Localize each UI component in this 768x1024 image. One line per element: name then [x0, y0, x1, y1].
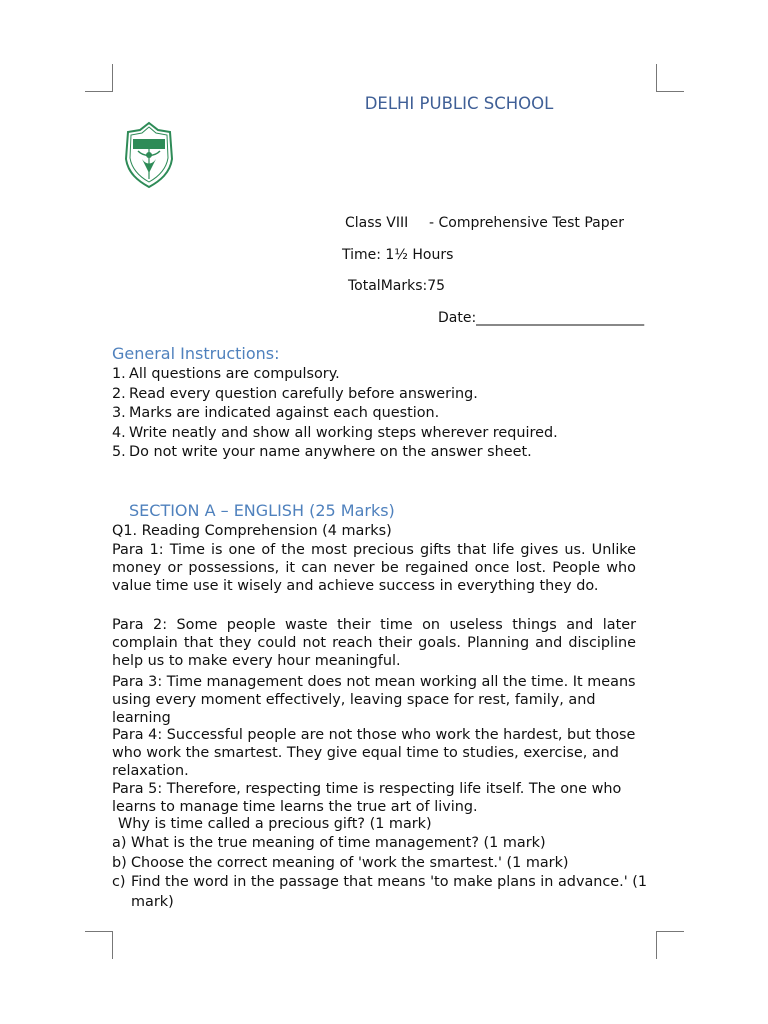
date-field: Date:________________________ — [438, 310, 645, 326]
class-line: Class VIII — [345, 215, 409, 231]
list-item: 2. Read every question carefully before answering. — [112, 385, 478, 402]
lead-question: Why is time called a precious gift? (1 mark) — [118, 816, 432, 832]
q1-title: Q1. Reading Comprehension (4 marks) — [112, 523, 392, 539]
school-emblem-icon — [122, 121, 176, 189]
paper-title: - Comprehensive Test Paper — [429, 215, 624, 231]
list-item: c) Find the word in the passage that means 'to make plans in advance.' (1 mark) — [112, 874, 648, 910]
total-marks: TotalMarks:75 — [348, 278, 446, 294]
section-a-heading: SECTION A – ENGLISH (25 Marks) — [129, 501, 395, 520]
list-item: 4. Write neatly and show all working steps wherever required. — [112, 424, 558, 441]
list-item: 3. Marks are indicated against each question. — [112, 405, 440, 422]
list-item: b) Choose the correct meaning of 'work the smartest.' (1 mark) — [112, 854, 569, 871]
passage-para-1: Para 1: Time is one of the most precious gifts that life gives us. Unlike money or possessions, it can never be regained once lost. People who value time use it wisely and achieve success in everything they do. — [112, 542, 636, 595]
crop-mark-top-right-v — [656, 64, 657, 92]
passage-para-5: Para 5: Therefore, respecting time is respecting life itself. The one who learns to manage time learns the true art of living. — [112, 781, 622, 816]
time-line: Time: 1½ Hours — [342, 247, 454, 263]
list-item: 1. All questions are compulsory. — [112, 366, 340, 382]
crop-mark-top-right-h — [656, 91, 684, 92]
list-item: 5. Do not write your name anywhere on the answer sheet. — [112, 444, 532, 461]
crop-mark-bottom-left-v — [112, 931, 113, 959]
crop-mark-top-left-v — [112, 64, 113, 92]
passage-para-2: Para 2: Some people waste their time on useless things and later complain that they could not reach their goals. Planning and discipline help us to make every hour meaningful. — [112, 617, 636, 670]
crop-mark-top-left-h — [85, 91, 113, 92]
crop-mark-bottom-left-h — [85, 931, 113, 932]
passage-para-4: Para 4: Successful people are not those who work the hardest, but those who work the smartest. They give equal time to studies, exercise, and relaxation. — [112, 727, 636, 780]
instructions-heading: General Instructions: — [112, 344, 280, 363]
crop-mark-bottom-right-h — [656, 931, 684, 932]
school-name: DELHI PUBLIC SCHOOL — [364, 94, 554, 113]
passage-para-3: Para 3: Time management does not mean working all the time. It means using every moment effectively, leaving space for rest, family, and learning — [112, 674, 636, 727]
list-item: a) What is the true meaning of time management? (1 mark) — [112, 835, 546, 851]
instructions-list — [112, 365, 652, 463]
crop-mark-bottom-right-v — [656, 931, 657, 959]
question-list — [112, 834, 657, 912]
